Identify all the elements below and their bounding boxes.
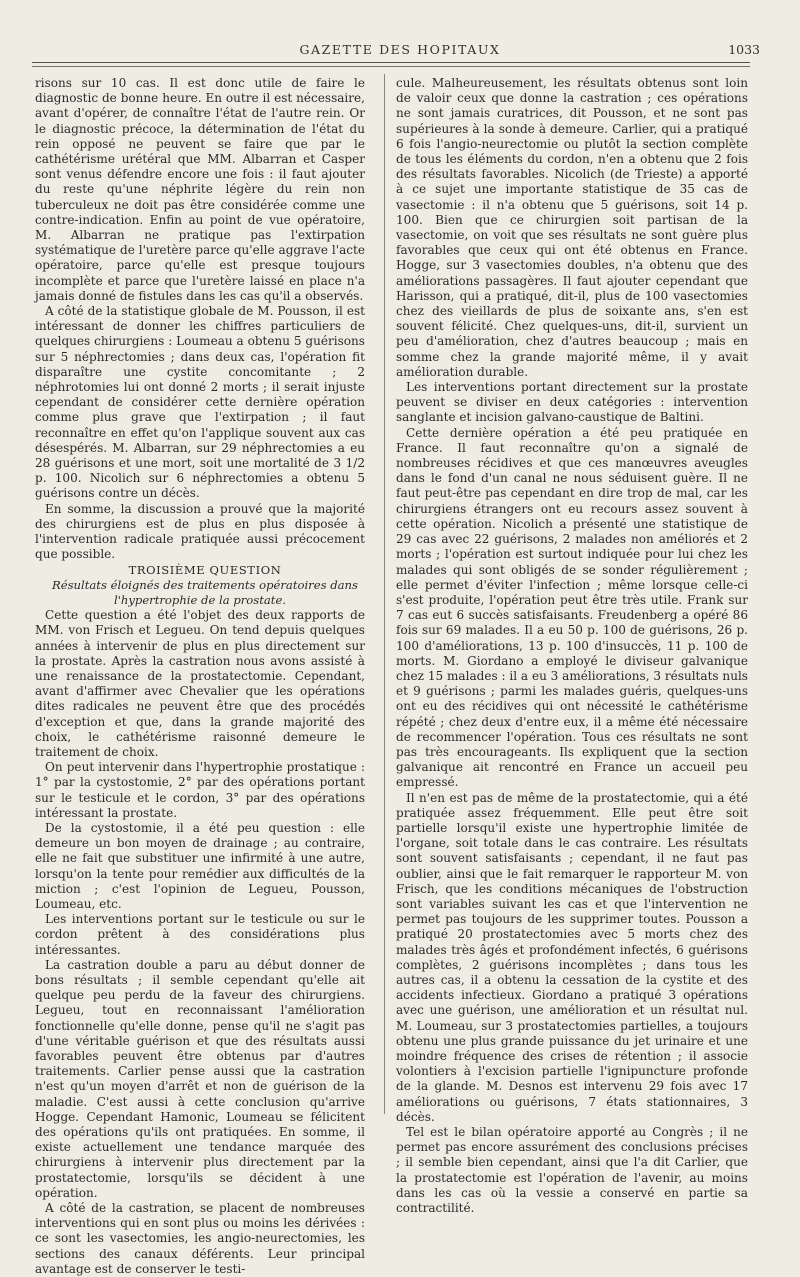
paragraph: A côté de la statistique globale de M. Pousson, il est intéressant de donner les chiffres particuliers de quelques chirurgiens : Loumeau a obtenu 5 guérisons sur 5 néphrectomies ; dans deux cas, l'opération fit disparaître une cystite concomitante ; 2 néphrotomies lui ont donné 2 morts ; il serait injuste cependant de considérer cette dernière opération comme plus grave que l'extirpation ; il faut reconnaître en effet qu'on l'applique souvent aux cas désespérés. M. Albarran, sur 29 néphrectomies a eu 28 guérisons et une mort, soit une mortalité de 3 1/2 p. 100. Nicolich sur 6 néphrectomies a obtenu 5 guérisons contre un décès. bbox=[35, 304, 365, 501]
paragraph: risons sur 10 cas. Il est donc utile de faire le diagnostic de bonne heure. En outre il est nécessaire, avant d'opérer, de connaître l'état de l'autre rein. Or le diagnostic précoce, la détermination de l'état du rein opposé ne peuvent se faire que par le cathétérisme urétéral que MM. Albarran et Casper sont venus défendre encore une fois : il faut ajouter du reste qu'une néphrite légère du rein non tuberculeux ne doit pas être considérée comme une contre-indication. Enfin au point de vue opératoire, M. Albarran ne pratique pas l'extirpation systématique de l'uretère parce qu'elle aggrave l'acte opératoire, parce qu'elle est presque toujours incomplète et parce que l'uretère laissé en place n'a jamais donné de fistules dans les cas qu'il a observés. bbox=[35, 76, 365, 303]
section-heading: TROISIÈME QUESTION bbox=[128, 562, 282, 577]
column-divider bbox=[384, 74, 385, 1114]
header-rule-bottom bbox=[32, 66, 750, 67]
paragraph: La castration double a paru au début donner de bons résultats ; il semble cependant qu'elle ait quelque peu perdu de la faveur des chirurgiens. Legueu, tout en reconnaissant l'amélioration fonctionnelle qu'elle donne, pense qu'il ne s'agit pas d'une véritable guérison et que des résultats aussi favorables peuvent être obtenus par d'autres traitements. Carlier pense aussi que la castration n'est qu'un moyen d'arrêt et non de guérison de la maladie. C'est aussi à cette conclusion qu'arrive Hogge. Cependant Hamonic, Loumeau se félicitent des opérations qu'ils ont pratiquées. En somme, il existe actuellement une tendance marquée des chirurgiens à intervenir plus directement par la prostatectomie, lorsqu'ils se décident à une opération. bbox=[35, 957, 365, 1200]
paragraph: A côté de la castration, se placent de nombreuses interventions qui en sont plus ou moins les dérivées : ce sont les vasectomies, les angio-neurectomies, les sections des canaux déférents. Leur principal avantage est de conserver le testi- bbox=[35, 1201, 365, 1276]
paragraph: Il n'en est pas de même de la prostatectomie, qui a été pratiquée assez fréquemment. Elle peut être soit partielle lorsqu'il existe une hypertrophie limitée de l'organe, soit totale dans le cas contraire. Les résultats sont souvent satisfaisants ; cependant, il ne faut pas oublier, ainsi que le fait remarquer le rapporteur M. von Frisch, que les conditions mécaniques de l'obstruction sont variables suivant les cas et que l'intervention ne permet pas toujours de les supprimer toutes. Pousson a pratiqué 20 prostatectomies avec 5 morts chez des malades très âgés et profondément infectés, 6 guérisons complètes, 2 guérisons incomplètes ; dans tous les autres cas, il a obtenu la cessation de la cystite et des accidents infectieux. Giordano a pratiqué 3 opérations avec une guérison, une amélioration et un résultat nul. M. Loumeau, sur 3 prostatectomies partielles, a toujours obtenu une plus grande puissance du jet urinaire et une moindre fréquence des crises de rétention ; il associe volontiers à l'excision partielle l'ignipuncture profonde de la glande. M. Desnos est intervenu 29 fois avec 17 améliorations ou guérisons, 7 états stationnaires, 3 décès. bbox=[396, 790, 748, 1124]
paragraph: Cette question a été l'objet des deux rapports de MM. von Frisch et Legueu. On tend depuis quelques années à intervenir de plus en plus directement sur la prostate. Après la castration nous avons assisté à une renaissance de la prostatectomie. Cependant, avant d'affirmer avec Chevalier que les opérations dites radicales ne peuvent être que des procédés d'exception et que, dans la grande majorité des choix, le cathétérisme raisonné demeure le traitement de choix. bbox=[35, 608, 365, 759]
paragraph: Les interventions portant sur le testicule ou sur le cordon prêtent à des considérations plus intéressantes. bbox=[35, 912, 365, 957]
paragraph: En somme, la discussion a prouvé que la majorité des chirurgiens est de plus en plus disposée à l'intervention radicale pratiquée aussi précocement que possible. bbox=[35, 501, 365, 562]
paragraph: Cette dernière opération a été peu pratiquée en France. Il faut reconnaître qu'on a signalé de nombreuses récidives et que ces manœuvres aveugles dans le fond d'un canal ne nous séduisent guère. Il ne faut peut-être pas cependant en dire trop de mal, car les chirurgiens étrangers ont eu recours assez souvent à cette opération. Nicolich a présenté une statistique de 29 cas avec 22 guérisons, 2 malades non améliorés et 2 morts ; l'opération est surtout indiquée pour lui chez les malades qui sont obligés de se sonder régulièrement ; elle permet d'éviter l'infection ; même lorsque celle-ci s'est produite, l'opération peut être très utile. Frank sur 7 cas eut 6 succès satisfaisants. Freudenberg a opéré 86 fois sur 69 malades. Il a eu 50 p. 100 de guérisons, 26 p. 100 d'améliorations, 13 p. 100 d'insuccès, 11 p. 100 de morts. M. Giordano a employé le diviseur galvanique chez 15 malades : il a eu 3 améliorations, 3 résultats nuls et 9 guérisons ; parmi les malades guéris, quelques-uns ont eu des récidives qui ont nécessité le cathétérisme répété ; chez deux d'entre eux, il a même été nécessaire de recommencer l'opération. Tous ces résultats ne sont pas très encourageants. Ils expliquent que la section galvanique ait rencontré en France un accueil peu empressé. bbox=[396, 425, 748, 790]
page-number: 1033 bbox=[728, 42, 760, 57]
right-column bbox=[396, 76, 748, 1216]
page-header bbox=[0, 0, 800, 70]
paragraph: Les interventions portant directement sur la prostate peuvent se diviser en deux catégories : intervention sanglante et incision galvano-caustique de Baltini. bbox=[396, 380, 748, 425]
paragraph: On peut intervenir dans l'hypertrophie prostatique : 1° par la cystostomie, 2° par des opérations portant sur le testicule et le cordon, 3° par des opérations intéressant la prostate. bbox=[35, 760, 365, 820]
left-column bbox=[35, 76, 365, 1277]
journal-title: GAZETTE DES HOPITAUX bbox=[299, 42, 501, 57]
header-rule-top bbox=[32, 62, 750, 63]
paragraph: cule. Malheureusement, les résultats obtenus sont loin de valoir ceux que donne la castration ; ces opérations ne sont jamais curatrices, dit Pousson, et ne sont pas supérieures à la sonde à demeure. Carlier, qui a pratiqué 6 fois l'angio-neurectomie ou plutôt la section complète de tous les éléments du cordon, n'en a obtenu que 2 fois des résultats favorables. Nicolich (de Trieste) a apporté à ce sujet une importante statistique de 35 cas de vasectomie : il n'a obtenu que 5 guérisons, soit 14 p. 100. Bien que ce chirurgien soit partisan de la vasectomie, on voit que ses résultats ne sont guère plus favorables que ceux qui ont été obtenus en France. Hogge, sur 3 vasectomies doubles, n'a obtenu que des améliorations passagères. Il faut ajouter cependant que Harisson, qui a pratiqué, dit-il, plus de 100 vasectomies chez des vieillards de plus de soixante ans, s'en est souvent félicité. Chez quelques-uns, dit-il, survient un peu d'amélioration, chez d'autres beaucoup ; mais en somme chez la grande majorité même, il y avait amélioration durable. bbox=[396, 76, 748, 379]
section-subtitle: Résultats éloignés des traitements opératoires dans l'hypertrophie de la prostate. bbox=[52, 577, 358, 607]
paragraph: Tel est le bilan opératoire apporté au Congrès ; il ne permet pas encore assurément des conclusions précises ; il semble bien cependant, ainsi que l'a dit Carlier, que la prostatectomie est l'opération de l'avenir, au moins dans les cas où la vessie a conservé en partie sa contractilité. bbox=[396, 1125, 748, 1216]
paragraph: De la cystostomie, il a été peu question : elle demeure un bon moyen de drainage ; au contraire, elle ne fait que substituer une infirmité à une autre, lorsqu'on la tente pour remédier aux difficultés de la miction ; c'est l'opinion de Legueu, Pousson, Loumeau, etc. bbox=[35, 820, 365, 911]
